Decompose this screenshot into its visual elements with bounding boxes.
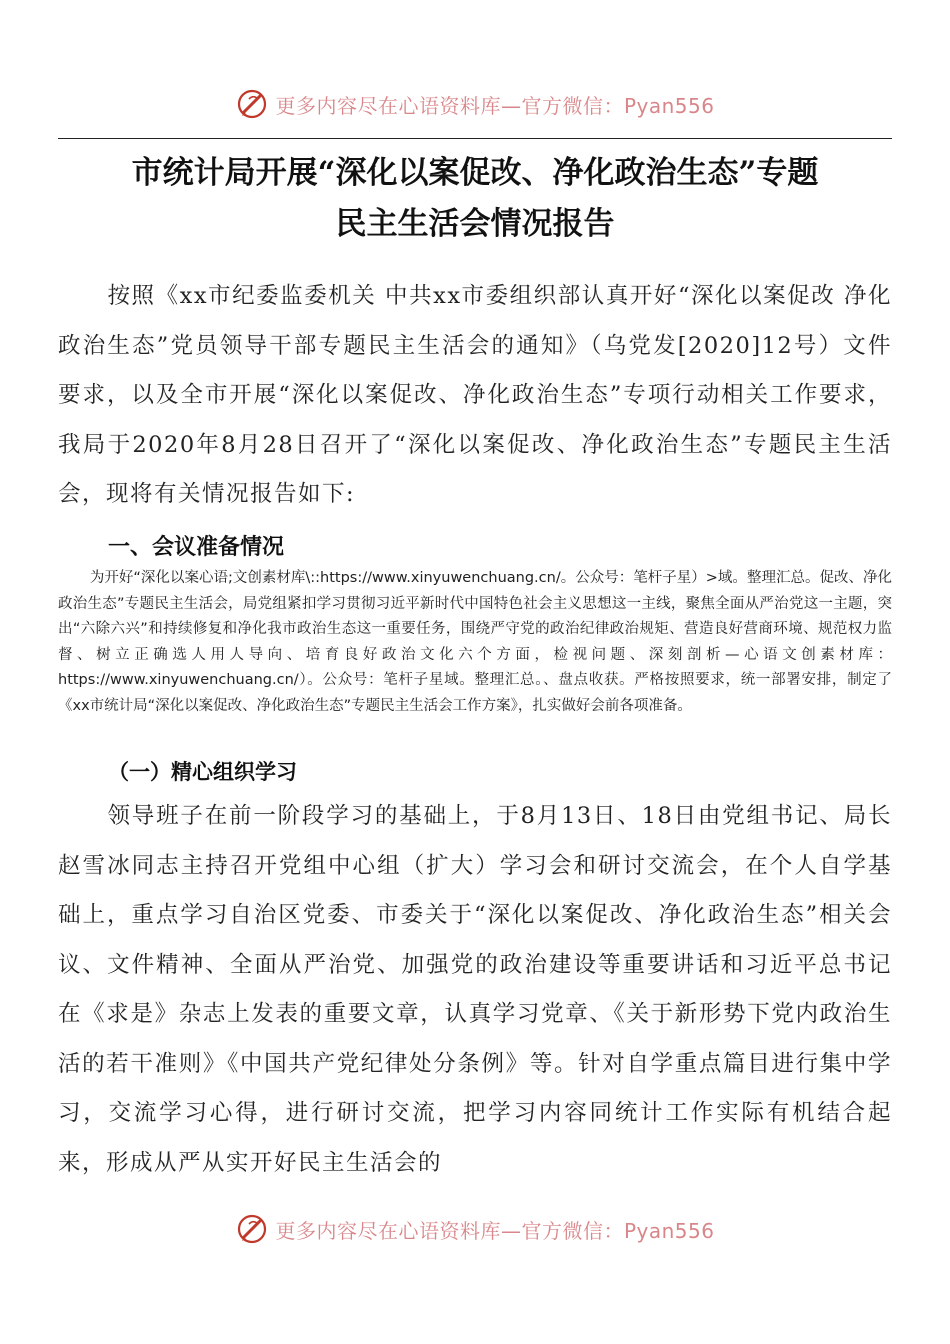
pen-logo-icon [235, 87, 269, 121]
title-line-2: 民主生活会情况报告 [335, 206, 615, 242]
subsection-heading: （一）精心组织学习 [108, 760, 297, 784]
watermark-banner-top [0, 84, 950, 124]
watermark-text: 更多内容尽在心语资料库—官方微信：Pyan556 [275, 1218, 715, 1243]
intro-paragraph: 按照《xx市纪委监委机关 中共xx市委组织部认真开好“深化以案促改 净化政治生态”党员领导干部专题民主生活会的通知》（乌党发[2020]12号）文件要求，以及全市开展“深化以案促改、净化政治生态”专项行动相关工作要求，我局于2020年8月28日召开了“深化以案促改、净化政治生态”专题民主生活会，现将有关情况报告如下: [58, 283, 892, 507]
subsection-body-paragraph: 领导班子在前一阶段学习的基础上，于8月13日、18日由党组书记、局长赵雪冰同志主持召开党组中心组（扩大）学习会和研讨交流会，在个人自学基础上，重点学习自治区党委、市委关于“深化以案促改、净化政治生态”相关会议、文件精神、全面从严治党、加强党的政治建设等重要讲话和习近平总书记在《求是》杂志上发表的重要文章，认真学习党章、《关于新形势下党内政治生活的若干准则》《中国共产党纪律处分条例》等。针对自学重点篇目进行集中学习，交流学习心得，进行研讨交流，把学习内容同统计工作实际有机结合起来，形成从严从实开好民主生活会的 [58, 803, 892, 1176]
watermark-banner-bottom [0, 1209, 950, 1249]
section-heading: 一、会议准备情况 [108, 535, 285, 560]
section-body-paragraph: 为开好“深化以案心语;文创素材库\::https://www.xinyuwenchuang.cn/。公众号：笔杆子星）>域。整理汇总。促改、净化政治生态”专题民主生活会，局党组紧扣学习贯彻习近平新时代中国特色社会主义思想这一主线，聚焦全面从严治党这一主题，突出“六除六兴”和持续修复和净化我市政治生态这一重要任务，围绕严守党的政治纪律政治规矩、营造良好营商环境、规范权力监督、树立正确选人用人导向、培育良好政治文化六个方面，检视问题、深刻剖析—心语文创素材库：https://www.xinyuwenchuang.cn/）。公众号：笔杆子星域。整理汇总。、盘点收获。严格按照要求，统一部署安排，制定了《xx市统计局“深化以案促改、净化政治生态”专题民主生活会工作方案》，扎实做好会前各项准备。 [58, 570, 892, 714]
pen-logo-icon [235, 1212, 269, 1246]
page-title [40, 148, 910, 250]
title-line-1: 市统计局开展“深化以案促改、净化政治生态”专题 [131, 155, 819, 191]
watermark-text: 更多内容尽在心语资料库—官方微信：Pyan556 [275, 93, 715, 118]
header-rule [58, 138, 892, 139]
